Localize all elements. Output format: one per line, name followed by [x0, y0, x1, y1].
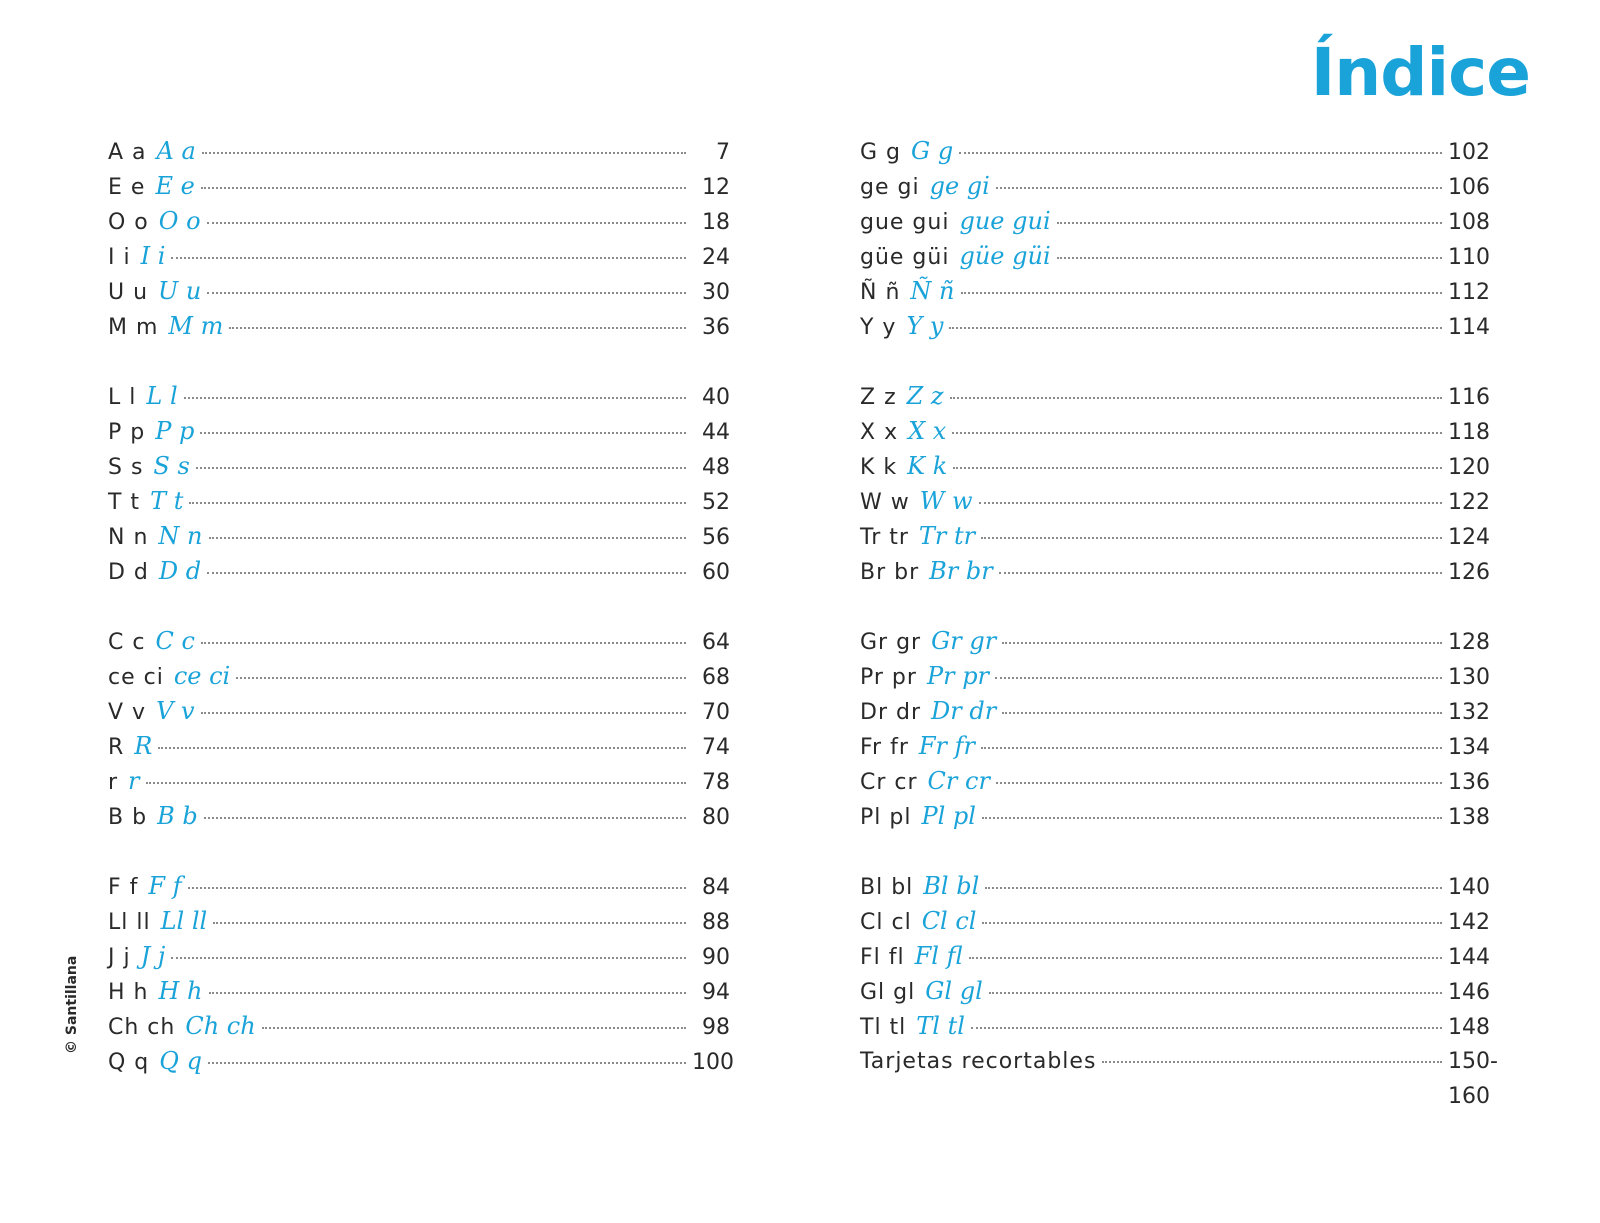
entry-cursive-letters: Bl bl: [923, 872, 980, 900]
index-group: [860, 869, 1536, 1109]
index-group: [108, 379, 730, 589]
index-entry: [860, 729, 1536, 764]
entry-print-letters: Cl cl: [860, 910, 912, 935]
entry-print-letters: A a: [108, 140, 147, 165]
page-title: Índice: [1310, 34, 1530, 111]
entry-page-number: 48: [702, 455, 730, 480]
index-entry: [860, 414, 1536, 449]
entry-cursive-letters: F f: [148, 872, 182, 900]
index-left-column: [108, 134, 734, 1114]
entry-page-number: 98: [702, 1015, 730, 1040]
index-entry: [860, 484, 1536, 519]
dot-leader: [1057, 221, 1442, 224]
entry-page-number: 120: [1448, 455, 1490, 480]
entry-cursive-letters: D d: [158, 557, 202, 585]
entry-print-letters: güe güi: [860, 245, 950, 270]
entry-print-letters: N n: [108, 525, 149, 550]
entry-print-letters: Tl tl: [860, 1015, 907, 1040]
entry-print-letters: Pr pr: [860, 665, 917, 690]
entry-page-number: 40: [702, 385, 730, 410]
dot-leader: [158, 746, 686, 749]
index-entry: [108, 449, 730, 484]
entry-cursive-letters: A a: [156, 137, 196, 165]
entry-cursive-letters: Fl fl: [914, 942, 963, 970]
dot-leader: [196, 466, 686, 469]
entry-cursive-letters: Tr tr: [918, 522, 976, 550]
dot-leader: [996, 781, 1442, 784]
copyright-notice: © Santillana: [64, 955, 80, 1054]
entry-print-letters: K k: [860, 455, 898, 480]
entry-cursive-letters: Gl gl: [925, 977, 983, 1005]
entry-print-letters: X x: [860, 420, 899, 445]
index-entry: [108, 309, 730, 344]
dot-leader: [1002, 711, 1442, 714]
entry-cursive-letters: B b: [157, 802, 198, 830]
entry-print-letters: D d: [108, 560, 149, 585]
entry-print-letters: G g: [860, 140, 902, 165]
index-entry: [860, 519, 1536, 554]
entry-page-number: 80: [702, 805, 730, 830]
entry-cursive-letters: J j: [140, 942, 166, 970]
index-entry: [860, 239, 1536, 274]
dot-leader: [262, 1026, 686, 1029]
index-group: [860, 379, 1536, 589]
entry-page-number: 144: [1448, 945, 1490, 970]
entry-print-letters: Gr gr: [860, 630, 922, 655]
index-entry: [108, 274, 730, 309]
entry-print-letters: M m: [108, 315, 159, 340]
entry-print-letters: Br br: [860, 560, 920, 585]
entry-print-letters: Q q: [108, 1050, 150, 1075]
entry-print-letters: S s: [108, 455, 144, 480]
entry-print-letters: B b: [108, 805, 148, 830]
entry-print-letters: Dr dr: [860, 700, 921, 725]
entry-cursive-letters: Ñ ñ: [910, 277, 955, 305]
dot-leader: [985, 886, 1442, 889]
entry-print-letters: Gl gl: [860, 980, 916, 1005]
dot-leader: [171, 956, 686, 959]
entry-cursive-letters: Fr fr: [918, 732, 975, 760]
entry-page-number: 122: [1448, 490, 1490, 515]
index-entry: [860, 799, 1536, 834]
dot-leader: [188, 886, 686, 889]
entry-print-letters: ge gi: [860, 175, 920, 200]
dot-leader: [208, 1061, 686, 1064]
dot-leader: [213, 921, 686, 924]
entry-page-number: 118: [1448, 420, 1490, 445]
entry-print-letters: I i: [108, 245, 131, 270]
entry-page-number: 112: [1448, 280, 1490, 305]
index-entry: [860, 659, 1536, 694]
entry-cursive-letters: R: [134, 732, 153, 760]
entry-page-number: 106: [1448, 175, 1490, 200]
entry-print-letters: L l: [108, 385, 137, 410]
index-entry: [860, 764, 1536, 799]
dot-leader: [969, 956, 1442, 959]
index-entry: [108, 134, 730, 169]
index-group: [108, 134, 730, 344]
dot-leader: [171, 256, 686, 259]
entry-page-number: 108: [1448, 210, 1490, 235]
dot-leader: [207, 221, 686, 224]
index-group: [108, 869, 734, 1079]
index-entry: [108, 939, 730, 974]
index-entry: [860, 379, 1536, 414]
dot-leader: [979, 501, 1442, 504]
entry-page-number: 126: [1448, 560, 1490, 585]
entry-print-letters: Fr fr: [860, 735, 909, 760]
entry-page-number: 132: [1448, 700, 1490, 725]
index-entry: [860, 1044, 1536, 1109]
entry-page-number: 148: [1448, 1015, 1490, 1040]
dot-leader: [953, 466, 1442, 469]
entry-cursive-letters: Tl tl: [916, 1012, 965, 1040]
index-entry: [108, 869, 730, 904]
index-entry: [860, 204, 1536, 239]
entry-page-number: 138: [1448, 805, 1490, 830]
entry-print-letters: Fl fl: [860, 945, 905, 970]
entry-page-number: 94: [702, 980, 730, 1005]
entry-cursive-letters: Ll ll: [160, 907, 208, 935]
index-entry: [108, 1009, 730, 1044]
index-entry: [860, 694, 1536, 729]
entry-cursive-letters: N n: [158, 522, 203, 550]
entry-page-number: 7: [716, 140, 730, 165]
entry-cursive-letters: S s: [153, 452, 190, 480]
entry-cursive-letters: W w: [919, 487, 973, 515]
dot-leader: [209, 536, 687, 539]
entry-cursive-letters: Z z: [906, 382, 944, 410]
entry-cursive-letters: T t: [150, 487, 184, 515]
dot-leader: [981, 746, 1442, 749]
entry-cursive-letters: r: [128, 767, 140, 795]
index-entry: [108, 1044, 734, 1079]
entry-print-letters: P p: [108, 420, 146, 445]
entry-page-number: 24: [702, 245, 730, 270]
index-entry: [108, 974, 730, 1009]
index-entry: [108, 799, 730, 834]
dot-leader: [995, 676, 1442, 679]
entry-cursive-letters: V v: [156, 697, 195, 725]
entry-page-number: 116: [1448, 385, 1490, 410]
entry-page-number: 88: [702, 910, 730, 935]
dot-leader: [184, 396, 686, 399]
entry-page-number: 90: [702, 945, 730, 970]
entry-print-letters: V v: [108, 700, 147, 725]
entry-print-letters: Tr tr: [860, 525, 909, 550]
index-entry: [108, 694, 730, 729]
entry-cursive-letters: Y y: [906, 312, 944, 340]
entry-print-letters: F f: [108, 875, 139, 900]
entry-print-letters: Bl bl: [860, 875, 914, 900]
entry-page-number: 30: [702, 280, 730, 305]
index-right-column: [860, 134, 1536, 1114]
index-entry: [860, 449, 1536, 484]
index-entry: [860, 309, 1536, 344]
entry-print-letters: O o: [108, 210, 149, 235]
index-entry: [860, 939, 1536, 974]
dot-leader: [999, 571, 1442, 574]
entry-cursive-letters: Ch ch: [185, 1012, 256, 1040]
entry-cursive-letters: güe güi: [959, 242, 1051, 270]
index-entry: [860, 1009, 1536, 1044]
entry-page-number: 78: [702, 770, 730, 795]
index-entry: [860, 169, 1536, 204]
entry-cursive-letters: O o: [158, 207, 201, 235]
index-entry: [860, 974, 1536, 1009]
dot-leader: [949, 326, 1442, 329]
entry-page-number: 52: [702, 490, 730, 515]
entry-cursive-letters: Q q: [159, 1047, 202, 1075]
entry-cursive-letters: K k: [907, 452, 948, 480]
dot-leader: [207, 291, 686, 294]
entry-print-letters: Ch ch: [108, 1015, 176, 1040]
entry-print-letters: T t: [108, 490, 141, 515]
entry-page-number: 100: [692, 1050, 734, 1075]
dot-leader: [959, 151, 1442, 154]
index-entry: [108, 904, 730, 939]
entry-cursive-letters: gue gui: [959, 207, 1051, 235]
entry-page-number: 74: [702, 735, 730, 760]
index-entry: [108, 414, 730, 449]
entry-print-letters: Tarjetas recortables: [860, 1049, 1097, 1074]
entry-print-letters: ce ci: [108, 665, 164, 690]
entry-cursive-letters: Br br: [929, 557, 993, 585]
dot-leader: [971, 1026, 1442, 1029]
index-group: [108, 624, 730, 834]
entry-print-letters: W w: [860, 490, 910, 515]
dot-leader: [1102, 1060, 1442, 1063]
index-entry: [108, 659, 730, 694]
dot-leader: [201, 186, 686, 189]
index-entry: [108, 624, 730, 659]
index-entry: [108, 239, 730, 274]
index-entry: [860, 134, 1536, 169]
dot-leader: [202, 151, 686, 154]
entry-page-number: 70: [702, 700, 730, 725]
dot-leader: [1057, 256, 1442, 259]
entry-print-letters: Pl pl: [860, 805, 912, 830]
entry-page-number: 18: [702, 210, 730, 235]
index-entry: [108, 764, 730, 799]
entry-cursive-letters: U u: [158, 277, 202, 305]
entry-page-number: 134: [1448, 735, 1490, 760]
index-entry: [108, 169, 730, 204]
entry-print-letters: R: [108, 735, 125, 760]
entry-cursive-letters: ce ci: [173, 662, 231, 690]
entry-page-number: 136: [1448, 770, 1490, 795]
entry-page-number: 142: [1448, 910, 1490, 935]
entry-cursive-letters: Dr dr: [931, 697, 997, 725]
entry-print-letters: H h: [108, 980, 149, 1005]
index-entry: [860, 624, 1536, 659]
dot-leader: [236, 676, 686, 679]
entry-page-number: 36: [702, 315, 730, 340]
entry-print-letters: Z z: [860, 385, 897, 410]
entry-print-letters: r: [108, 770, 119, 795]
dot-leader: [981, 536, 1442, 539]
entry-print-letters: Cr cr: [860, 770, 918, 795]
entry-cursive-letters: Gr gr: [931, 627, 997, 655]
entry-print-letters: Ñ ñ: [860, 280, 901, 305]
entry-page-number: 140: [1448, 875, 1490, 900]
index-entry: [108, 729, 730, 764]
entry-cursive-letters: G g: [911, 137, 954, 165]
dot-leader: [982, 816, 1442, 819]
entry-cursive-letters: ge gi: [929, 172, 990, 200]
index-entry: [860, 274, 1536, 309]
dot-leader: [989, 991, 1442, 994]
dot-leader: [146, 781, 686, 784]
entry-cursive-letters: C c: [155, 627, 195, 655]
index-entry: [860, 554, 1536, 589]
dot-leader: [229, 326, 686, 329]
entry-page-number: 60: [702, 560, 730, 585]
index-entry: [860, 869, 1536, 904]
dot-leader: [961, 291, 1443, 294]
entry-page-number: 12: [702, 175, 730, 200]
entry-cursive-letters: E e: [155, 172, 195, 200]
entry-cursive-letters: Pr pr: [926, 662, 990, 690]
index-entry: [108, 204, 730, 239]
dot-leader: [201, 711, 686, 714]
dot-leader: [952, 431, 1442, 434]
entry-page-number: 44: [702, 420, 730, 445]
index-group: [860, 624, 1536, 834]
entry-page-number: 84: [702, 875, 730, 900]
entry-cursive-letters: X x: [908, 417, 947, 445]
dot-leader: [207, 571, 686, 574]
entry-print-letters: E e: [108, 175, 146, 200]
entry-print-letters: C c: [108, 630, 146, 655]
dot-leader: [201, 641, 686, 644]
entry-cursive-letters: Cl cl: [921, 907, 977, 935]
entry-print-letters: Y y: [860, 315, 897, 340]
entry-page-number: 146: [1448, 980, 1490, 1005]
entry-page-number: 56: [702, 525, 730, 550]
entry-page-number: 124: [1448, 525, 1490, 550]
entry-print-letters: Ll ll: [108, 910, 151, 935]
dot-leader: [996, 186, 1442, 189]
dot-leader: [950, 396, 1442, 399]
dot-leader: [204, 816, 686, 819]
index-entry: [860, 904, 1536, 939]
entry-cursive-letters: Pl pl: [921, 802, 976, 830]
entry-page-number: 102: [1448, 140, 1490, 165]
dot-leader: [1002, 641, 1442, 644]
dot-leader: [982, 921, 1442, 924]
entry-cursive-letters: I i: [140, 242, 166, 270]
entry-cursive-letters: P p: [155, 417, 195, 445]
dot-leader: [209, 991, 687, 994]
entry-cursive-letters: M m: [168, 312, 224, 340]
index-entry: [108, 554, 730, 589]
entry-print-letters: U u: [108, 280, 149, 305]
entry-page-number: 150-160: [1448, 1049, 1498, 1109]
index-group: [860, 134, 1536, 344]
entry-cursive-letters: H h: [158, 977, 203, 1005]
entry-page-number: 114: [1448, 315, 1490, 340]
index-entry: [108, 519, 730, 554]
entry-page-number: 128: [1448, 630, 1490, 655]
entry-page-number: 110: [1448, 245, 1490, 270]
entry-cursive-letters: Cr cr: [927, 767, 990, 795]
dot-leader: [200, 431, 686, 434]
entry-print-letters: gue gui: [860, 210, 950, 235]
entry-page-number: 68: [702, 665, 730, 690]
entry-print-letters: J j: [108, 945, 131, 970]
entry-page-number: 64: [702, 630, 730, 655]
index-entry: [108, 484, 730, 519]
entry-page-number: 130: [1448, 665, 1490, 690]
index-entry: [108, 379, 730, 414]
dot-leader: [189, 501, 686, 504]
entry-cursive-letters: L l: [146, 382, 178, 410]
